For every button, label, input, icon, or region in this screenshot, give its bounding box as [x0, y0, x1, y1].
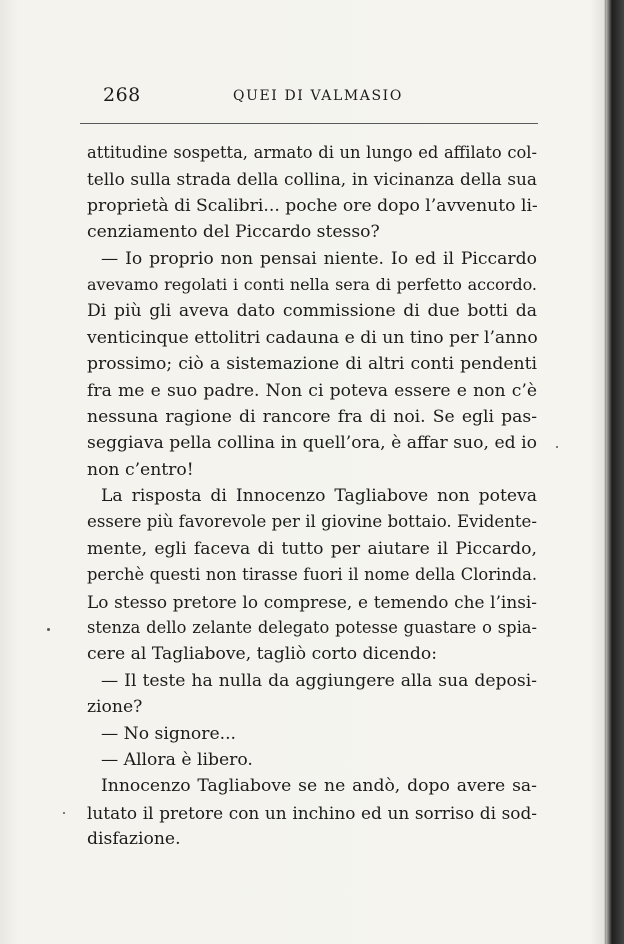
- text-line: — Allora è libero.: [101, 749, 253, 770]
- print-speck: [63, 812, 65, 814]
- text-line: perchè questi non tirasse fuori il nome della Clorinda.: [87, 565, 537, 585]
- text-line: essere più favorevole per il giovine bottaio. Evidente-: [87, 512, 537, 532]
- text-line: Di più gli aveva dato commissione di due botti da: [87, 301, 537, 322]
- text-line: nessuna ragione di rancore fra di noi. Se egli pas-: [87, 406, 537, 427]
- text-line: seggiava pella collina in quell’ora, è affar suo, ed io: [87, 433, 537, 454]
- header-rule: [80, 123, 538, 124]
- text-line: tello sulla strada della collina, in vicinanza della sua: [87, 169, 537, 190]
- binding-shadow: [606, 0, 624, 944]
- running-title: QUEI DI VALMASIO: [233, 88, 403, 104]
- text-line: zione?: [87, 697, 143, 718]
- print-speck: [47, 628, 50, 631]
- text-line: proprietà di Scalibri... poche ore dopo l’avvenuto li-: [87, 195, 538, 216]
- text-line: Lo stesso pretore lo comprese, e temendo che l’insi-: [87, 591, 537, 612]
- text-line: fra me e suo padre. Non ci poteva essere e non c’è: [87, 380, 537, 401]
- text-line: stenza dello zelante delegato potesse guastare o spia-: [87, 618, 537, 638]
- text-line: prossimo; ciò a sistemazione di altri conti pendenti: [87, 354, 537, 375]
- text-line: lutato il pretore con un inchino ed un sorriso di sod-: [87, 802, 537, 823]
- page-header: [103, 84, 543, 108]
- text-line: attitudine sospetta, armato di un lungo ed affilato col-: [87, 143, 537, 162]
- text-line: disfazione.: [87, 829, 181, 850]
- text-line: Innocenzo Tagliabove se ne andò, dopo avere sa-: [101, 776, 537, 797]
- print-speck: [556, 446, 558, 448]
- text-line: — No signore...: [101, 723, 237, 744]
- text-line: non c’entro!: [87, 459, 194, 480]
- text-line: — Io proprio non pensai niente. Io ed il Piccardo: [101, 248, 537, 269]
- text-line: venticinque ettolitri cadauna e di un tino per l’anno: [87, 327, 538, 348]
- text-line: avevamo regolati i conti nella sera di perfetto accordo.: [87, 274, 537, 294]
- page-number: 268: [103, 84, 141, 106]
- text-line: mente, egli faceva di tutto per aiutare il Piccardo,: [87, 538, 537, 559]
- text-line: La risposta di Innocenzo Tagliabove non poteva: [101, 486, 537, 507]
- text-line: cere al Tagliabove, tagliò corto dicendo:: [87, 644, 438, 665]
- text-line: cenziamento del Piccardo stesso?: [87, 222, 380, 243]
- body-text: [87, 140, 537, 853]
- text-line: — Il teste ha nulla da aggiungere alla sua deposi-: [101, 670, 537, 691]
